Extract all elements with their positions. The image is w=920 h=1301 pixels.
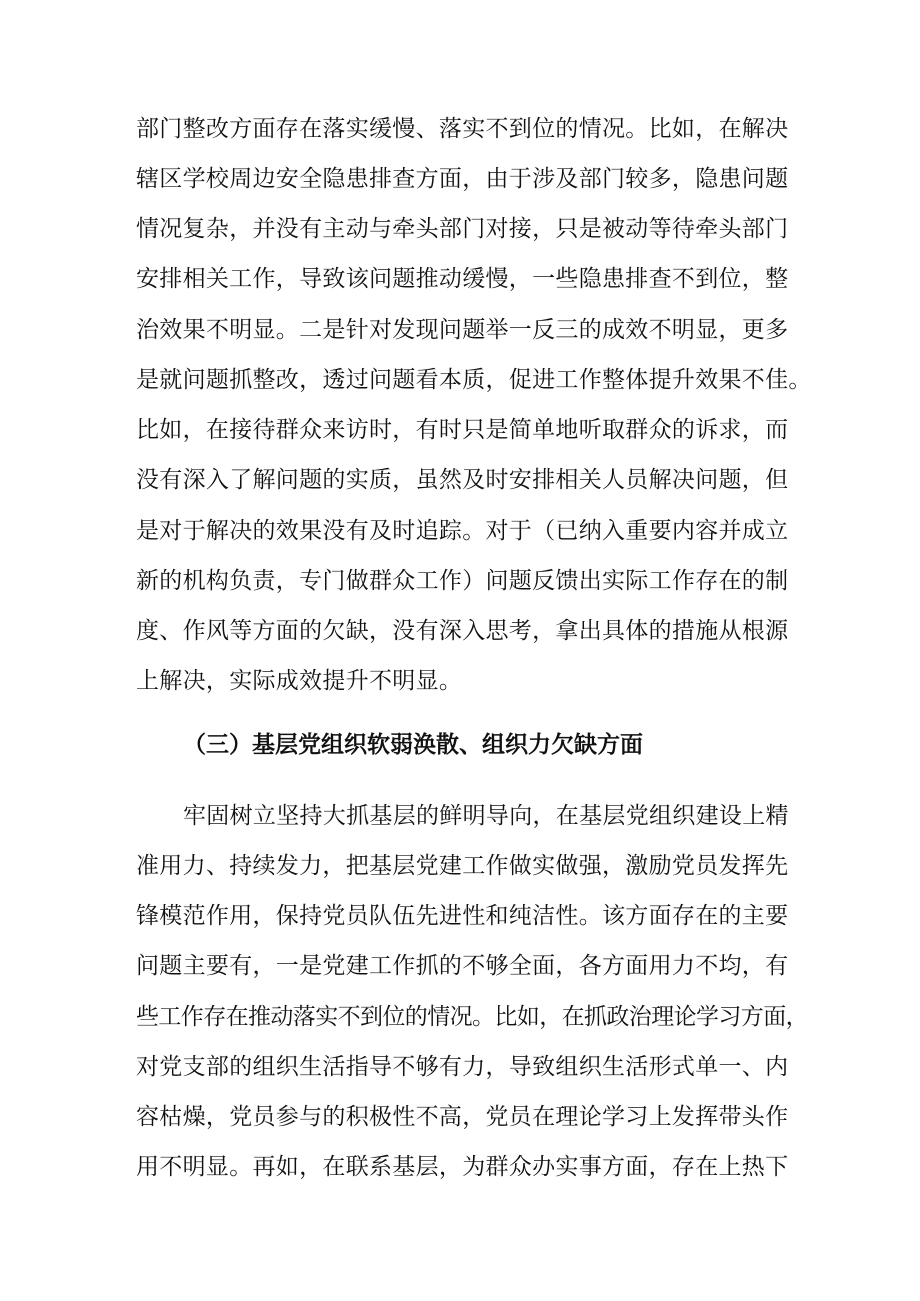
body-text-line: 上解决，实际成效提升不明显。 [136, 668, 463, 694]
body-text-line: 锋模范作用，保持党员队伍先进性和纯洁性。该方面存在的主要 [136, 903, 789, 929]
body-text-line: 部门整改方面存在落实缓慢、落实不到位的情况。比如，在解决 [136, 116, 789, 142]
body-text-line: 辖区学校周边安全隐患排查方面，由于涉及部门较多，隐患问题 [136, 166, 789, 192]
body-text-line: 新的机构负责，专门做群众工作）问题反馈出实际工作存在的制 [136, 568, 789, 594]
body-text-line: 问题主要有，一是党建工作抓的不够全面，各方面用力不均，有 [136, 953, 789, 979]
body-text-line: 是对于解决的效果没有及时追踪。对于（已纳入重要内容并成立 [136, 518, 789, 544]
body-text-line: 对党支部的组织生活指导不够有力，导致组织生活形式单一、内 [136, 1054, 789, 1080]
body-text-line: 容枯燥，党员参与的积极性不高，党员在理论学习上发挥带头作 [136, 1104, 789, 1130]
body-text-line: 些工作存在推动落实不到位的情况。比如，在抓政治理论学习方面， [136, 1004, 809, 1030]
body-text-line: 度、作风等方面的欠缺，没有深入思考，拿出具体的措施从根源 [136, 618, 789, 644]
body-text-line: 比如，在接待群众来访时，有时只是简单地听取群众的诉求，而 [136, 417, 789, 443]
body-text-line: 治效果不明显。二是针对发现问题举一反三的成效不明显，更多 [136, 317, 789, 343]
body-text-line: 没有深入了解问题的实质，虽然及时安排相关人员解决问题，但 [136, 467, 789, 493]
body-text-line: 情况复杂，并没有主动与牵头部门对接，只是被动等待牵头部门 [136, 216, 789, 242]
body-text-line: 是就问题抓整改，透过问题看本质，促进工作整体提升效果不佳。 [136, 367, 812, 393]
body-text-line: 牢固树立坚持大抓基层的鲜明导向，在基层党组织建设上精 [183, 803, 789, 829]
section-heading: （三）基层党组织软弱涣散、组织力欠缺方面 [183, 732, 643, 758]
body-text-line: 准用力、持续发力，把基层党建工作做实做强，激励党员发挥先 [136, 853, 789, 879]
body-text-line: 安排相关工作，导致该问题推动缓慢，一些隐患排查不到位，整 [136, 266, 789, 292]
body-text-line: 用不明显。再如，在联系基层，为群众办实事方面，存在上热下 [136, 1154, 789, 1180]
